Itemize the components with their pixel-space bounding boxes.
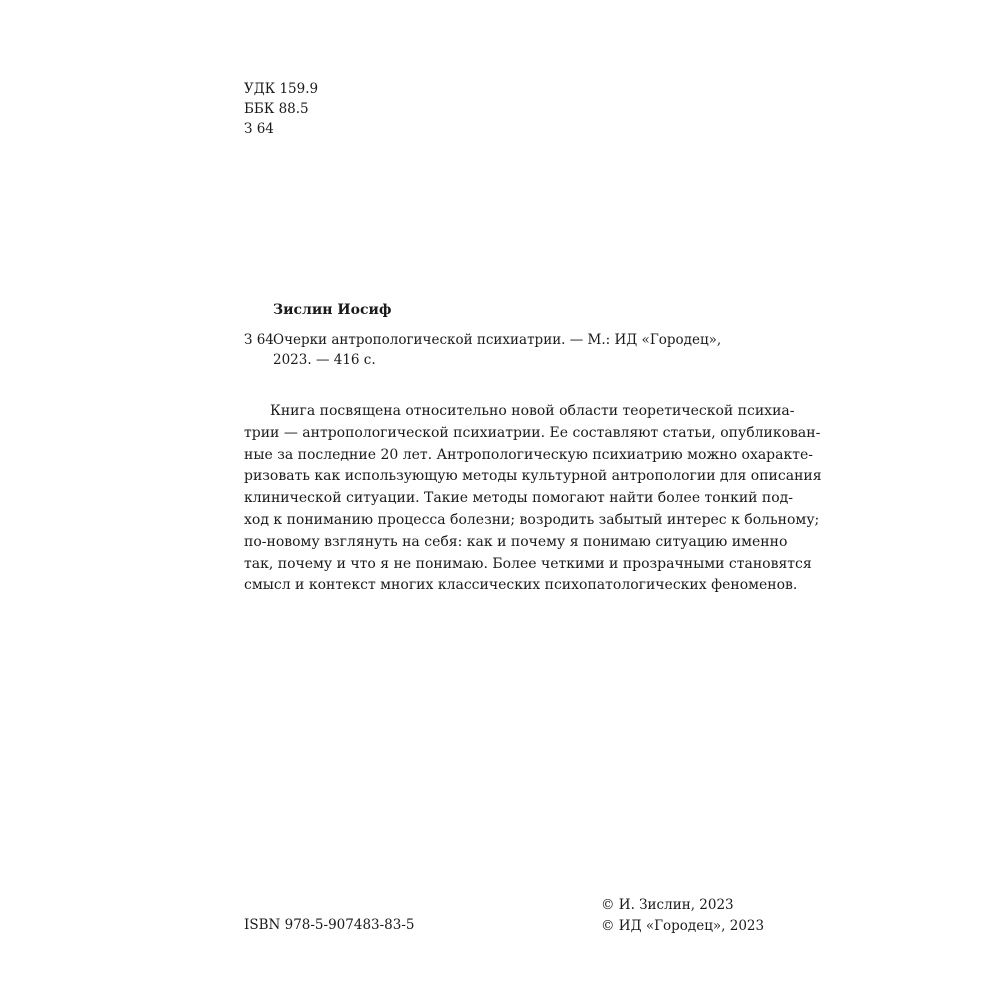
author-mark: З 64 xyxy=(244,121,274,137)
annotation-line: клинической ситуации. Такие методы помогают найти более тонкий под- xyxy=(244,490,794,507)
annotation-line: по-новому взглянуть на себя: как и почему я понимаю ситуацию именно xyxy=(244,533,788,550)
annotation-line: ход к пониманию процесса болезни; возродить забытый интерес к больному; xyxy=(244,511,820,528)
classification-block xyxy=(244,79,318,139)
annotation-line: Книга посвящена относительно новой области теоретической психиа- xyxy=(270,403,795,419)
annotation-line: так, почему и что я не понимаю. Более четкими и прозрачными становятся xyxy=(244,555,812,572)
annotation-line: ризовать как использующую методы культурной антропологии для описания xyxy=(244,468,822,485)
bibliographic-description-line-2: 2023. — 416 с. xyxy=(273,352,376,368)
author-name: Зислин Иосиф xyxy=(273,302,392,318)
udk-code: УДК 159.9 xyxy=(244,81,319,97)
bbk-code: ББК 88.5 xyxy=(244,101,309,117)
isbn: ISBN 978-5-907483-83-5 xyxy=(244,917,415,933)
copyright-author: © И. Зислин, 2023 xyxy=(601,897,734,913)
annotation-line: смысл и контекст многих классических психопатологических феноменов. xyxy=(244,577,798,594)
annotation-paragraph xyxy=(244,401,822,597)
annotation-line: ные за последние 20 лет. Антропологическую психиатрию можно охаракте- xyxy=(244,446,814,463)
catalog-code: З 64 xyxy=(244,332,274,348)
annotation-line: трии — антропологической психиатрии. Ее составляют статьи, опубликован- xyxy=(244,424,821,441)
bibliographic-description-line-1: Очерки антропологической психиатрии. — М.: ИД «Городец», xyxy=(273,332,722,348)
copyright-publisher: © ИД «Городец», 2023 xyxy=(601,918,765,934)
copyright-block xyxy=(601,897,764,939)
